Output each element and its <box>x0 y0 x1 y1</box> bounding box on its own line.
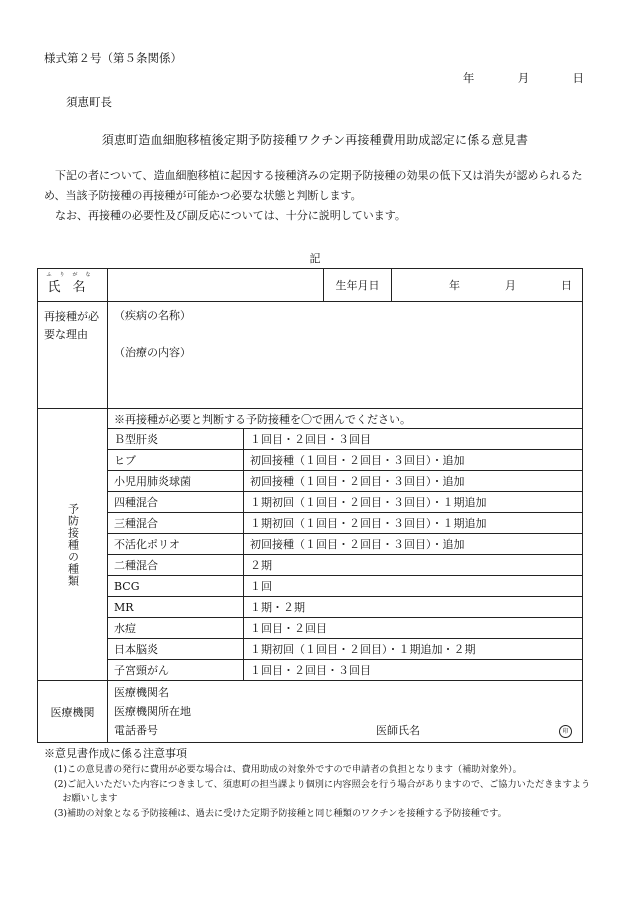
institution-name-label: 医療機関名 <box>114 686 169 699</box>
vaccine-name-varicella: 水痘 <box>108 618 244 639</box>
seal-icon: 印 <box>559 725 572 738</box>
treatment-label: （治療の内容） <box>114 346 191 359</box>
reason-field[interactable] <box>108 302 583 409</box>
vaccine-instruction: ※再接種が必要と判断する予防接種を〇で囲んでください。 <box>108 409 583 429</box>
vaccine-doses-japanese-encephalitis[interactable]: １期初回（１回目・２回目）・１期追加・２期 <box>244 639 583 660</box>
opinion-form-table <box>37 268 583 743</box>
addressee: 須恵町長 <box>66 95 112 109</box>
vaccine-doses-ipv[interactable]: 初回接種（１回目・２回目・３回目）・追加 <box>244 534 583 555</box>
vaccine-name-dpt-ipv: 四種混合 <box>108 492 244 513</box>
vaccine-doses-pneumococcal[interactable]: 初回接種（１回目・２回目・３回目）・追加 <box>244 471 583 492</box>
institution-field[interactable] <box>108 681 583 743</box>
vaccine-name-pneumococcal: 小児用肺炎球菌 <box>108 471 244 492</box>
vaccine-doses-hpv[interactable]: １回目・２回目・３回目 <box>244 660 583 681</box>
ki-marker: 記 <box>309 252 321 265</box>
note-item-1: (1)この意見書の発行に費用が必要な場合は、費用助成の対象外ですので申請者の負担となります（補助対象外）。 <box>54 764 522 775</box>
name-label-cell <box>38 269 108 302</box>
vaccine-doses-mr[interactable]: １期・２期 <box>244 597 583 618</box>
note-item-3: (3)補助の対象となる予防接種は、過去に受けた定期予防接種と同じ種類のワクチンを接種する予防接種です。 <box>54 807 507 819</box>
institution-address-label: 医療機関所在地 <box>114 705 191 718</box>
name-label: 氏名 <box>47 279 98 295</box>
notes-title: ※意見書作成に係る注意事項 <box>44 747 187 760</box>
date-day-label: 日 <box>572 71 584 85</box>
doctor-name-label: 医師氏名 <box>376 724 420 737</box>
date-month-label: 月 <box>517 71 530 85</box>
vaccine-doses-dpt[interactable]: １期初回（１回目・２回目・３回目）・１期追加 <box>244 513 583 534</box>
name-field[interactable] <box>108 269 324 302</box>
birth-month-label: 月 <box>505 279 516 292</box>
vaccine-doses-dt[interactable]: ２期 <box>244 555 583 576</box>
vaccine-name-japanese-encephalitis: 日本脳炎 <box>108 639 244 660</box>
note-item-2: (2)ご記入いただいた内容につきまして、須恵町の担当課より個別に内容照会を行う場合がありますので、ご協力いただきますようお願いします <box>54 778 591 804</box>
vaccine-name-hpv: 子宮頸がん <box>108 660 244 681</box>
intro-text <box>44 166 592 226</box>
submission-date <box>463 70 584 86</box>
intro-paragraph-2: なお、再接種の必要性及び副反応については、十分に説明しています。 <box>55 209 406 222</box>
vaccine-doses-hepatitis-b[interactable]: １回目・２回目・３回目 <box>244 429 583 450</box>
phone-label: 電話番号 <box>114 724 158 737</box>
vaccine-doses-dpt-ipv[interactable]: １期初回（１回目・２回目・３回目）・１期追加 <box>244 492 583 513</box>
vaccine-name-dt: 二種混合 <box>108 555 244 576</box>
disease-name-label: （疾病の名称） <box>114 309 191 322</box>
birth-year-label: 年 <box>449 279 460 292</box>
vaccine-section-label: 予防接種の種類 <box>38 409 108 681</box>
birth-label: 生年月日 <box>324 269 392 302</box>
reason-label: 再接種が必要な理由 <box>38 302 108 409</box>
form-number: 様式第２号（第５条関係） <box>44 51 182 65</box>
vaccine-doses-bcg[interactable]: １回 <box>244 576 583 597</box>
contact-line <box>114 721 576 740</box>
vaccine-name-ipv: 不活化ポリオ <box>108 534 244 555</box>
vaccine-doses-hib[interactable]: 初回接種（１回目・２回目・３回目）・追加 <box>244 450 583 471</box>
birth-date-field[interactable] <box>392 269 583 302</box>
vaccine-name-hepatitis-b: Ｂ型肝炎 <box>108 429 244 450</box>
vaccine-name-bcg: BCG <box>108 576 244 597</box>
intro-paragraph-1: 下記の者について、造血細胞移植に起因する接種済みの定期予防接種の効果の低下又は消失が認められるため、当該予防接種の再接種が可能かつ必要な状態と判断します。 <box>44 169 583 202</box>
birth-day-label: 日 <box>561 279 572 292</box>
document-title: 須恵町造血細胞移植後定期予防接種ワクチン再接種費用助成認定に係る意見書 <box>101 133 529 147</box>
vaccine-doses-varicella[interactable]: １回目・２回目 <box>244 618 583 639</box>
vaccine-name-dpt: 三種混合 <box>108 513 244 534</box>
vaccine-name-mr: MR <box>108 597 244 618</box>
vaccine-name-hib: ヒブ <box>108 450 244 471</box>
institution-label: 医療機関 <box>38 681 108 743</box>
name-furigana: ふりがな <box>46 272 99 278</box>
date-year-label: 年 <box>462 71 475 85</box>
notes-list <box>54 763 599 821</box>
